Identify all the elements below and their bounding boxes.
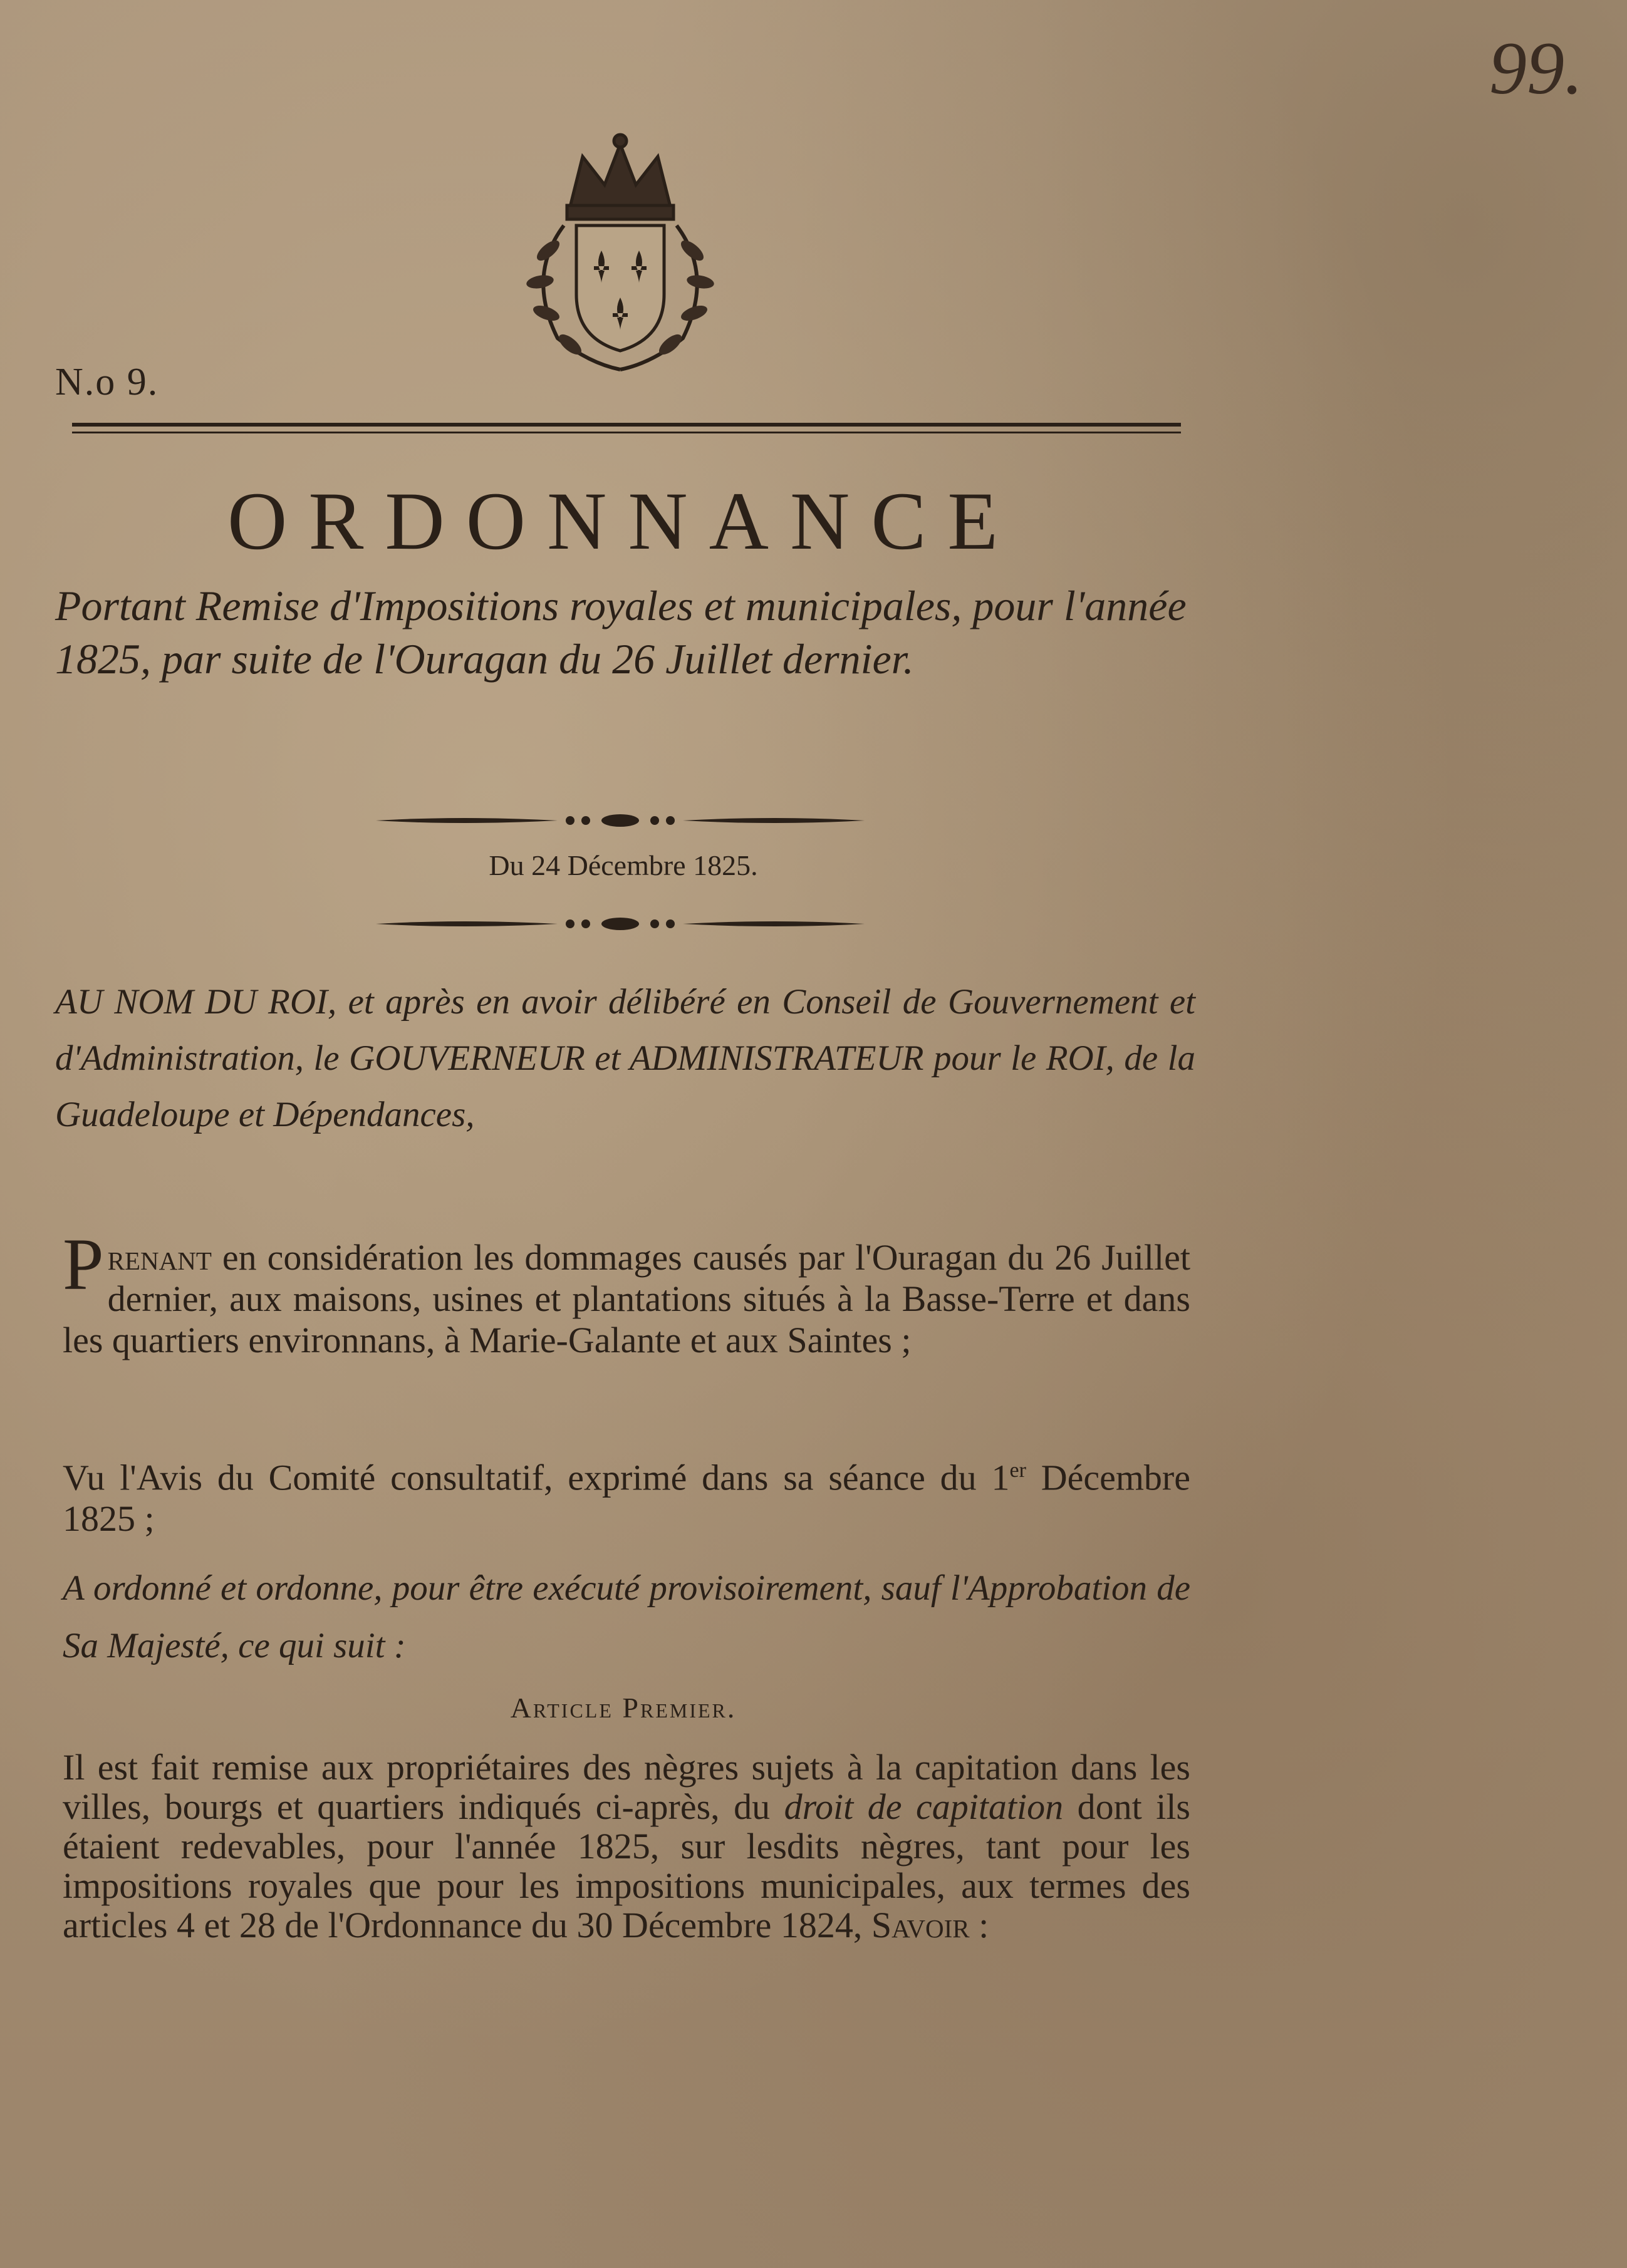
document-date: Du 24 Décembre 1825. bbox=[489, 849, 758, 881]
ornament-divider-bottom bbox=[370, 911, 871, 936]
preamble: AU NOM DU ROI, et après en avoir délibéré en Conseil de Gouvernement et d'Administration, le GOUVERNEUR et ADMINISTRATEUR pour le ROI, de la Guadeloupe et Dépendances, bbox=[55, 982, 1195, 1134]
paragraph-text: en considération les dommages causés par l'Ouragan du 26 Juillet dernier, aux maisons, usines et plantations situés à la Basse-Terre et dans les quartiers environnans, à Marie-Galante et aux Saintes ; bbox=[63, 1237, 1190, 1360]
paragraph-text: dont ils étaient redevables, pour l'année 1825, sur lesdits nègres, tant pour les impositions royales que pour les impositions municipales, aux termes des articles 4 et 28 de l'Ordonnance du 30 Décembre 1824, bbox=[63, 1786, 1191, 1945]
paragraph-ordonne: A ordonné et ordonne, pour être exécuté provisoirement, sauf l'Approbation de Sa Majesté, ce qui suit : bbox=[63, 1568, 1190, 1665]
paragraph-text: Vu l'Avis du Comité consultatif, exprimé dans sa séance du 1 bbox=[63, 1457, 1010, 1498]
ornament-divider-top bbox=[370, 808, 871, 833]
ordinance-number: N.o 9. bbox=[55, 361, 159, 403]
royal-crest-icon bbox=[489, 132, 752, 388]
folio-number: 99. bbox=[1489, 26, 1583, 110]
article-heading: Article Premier. bbox=[510, 1692, 737, 1724]
lead-word: renant bbox=[107, 1237, 212, 1278]
superscript: er bbox=[1009, 1459, 1026, 1482]
paragraph-vu bbox=[63, 1450, 1190, 1540]
italic-term: droit de capitation bbox=[784, 1786, 1064, 1827]
paragraph-article-1 bbox=[63, 1748, 1190, 1945]
paragraph-text: Décembre 1825 ; bbox=[63, 1457, 1190, 1540]
document-title: ORDONNANCE bbox=[227, 475, 1019, 567]
paragraph-prenant bbox=[63, 1223, 1190, 1361]
paragraph-text: : bbox=[969, 1905, 989, 1945]
drop-cap: P bbox=[63, 1223, 104, 1305]
header-rule bbox=[72, 423, 1181, 438]
savoir-word: Savoir bbox=[871, 1905, 970, 1945]
paragraph-text: Il est fait remise aux propriétaires des nègres sujets à la capitation dans les villes, bourgs et quartiers indiqués ci-après, du bbox=[63, 1747, 1190, 1827]
document-subtitle: Portant Remise d'Impositions royales et municipales, pour l'année 1825, par suite de l'Ouragan du 26 Juillet dernier. bbox=[55, 582, 1187, 683]
